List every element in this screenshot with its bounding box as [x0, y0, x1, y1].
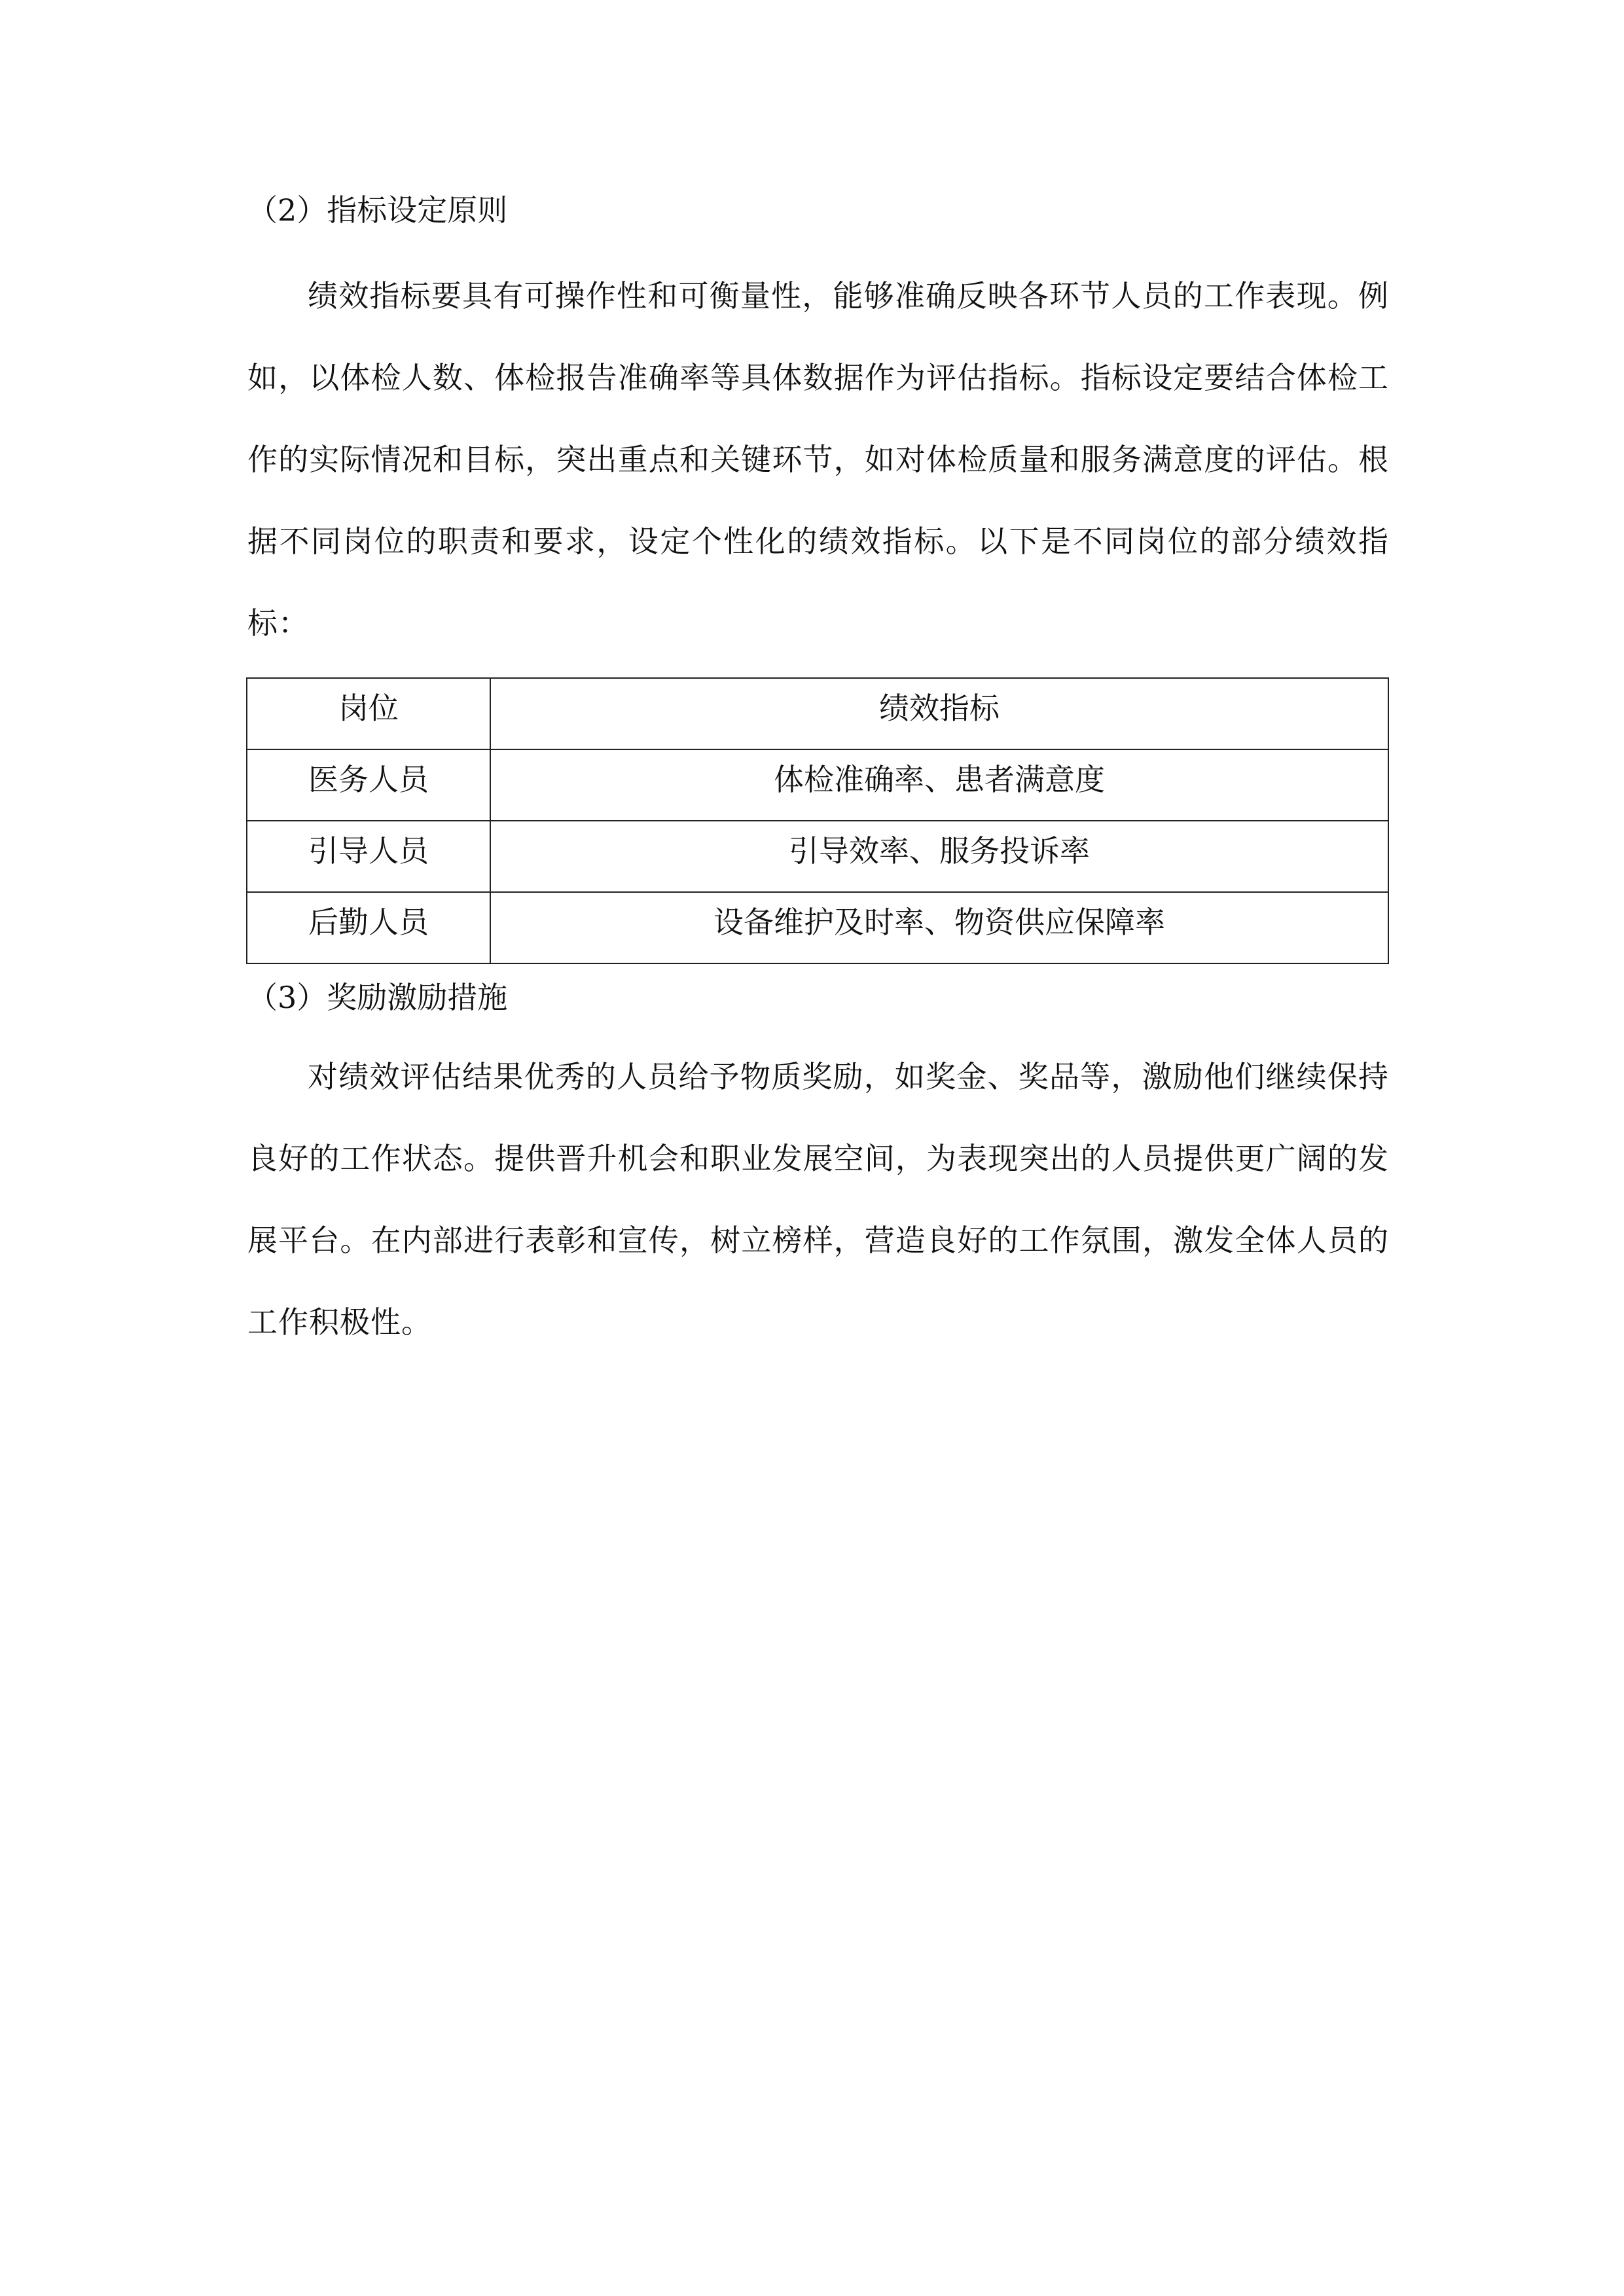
- performance-metrics-table: [246, 677, 1389, 964]
- section-heading-reward-measures: （3）奖励激励措施: [247, 980, 508, 1015]
- table-row: [247, 749, 1388, 821]
- document-content: [247, 190, 1389, 1363]
- header-cell-post: 岗位: [247, 678, 490, 749]
- cell-metrics: 引导效率、服务投诉率: [490, 821, 1388, 892]
- header-cell-metrics: 绩效指标: [490, 678, 1388, 749]
- section-heading-indicator-principles: （2）指标设定原则: [247, 192, 508, 228]
- cell-metrics: 设备维护及时率、物资供应保障率: [490, 892, 1388, 963]
- table-header-row: [247, 678, 1388, 749]
- cell-post: 后勤人员: [247, 892, 490, 963]
- table-row: [247, 821, 1388, 892]
- cell-post: 引导人员: [247, 821, 490, 892]
- table-row: [247, 892, 1388, 963]
- paragraph-reward-measures: 对绩效评估结果优秀的人员给予物质奖励，如奖金、奖品等，激励他们继续保持良好的工作状态。提供晋升机会和职业发展空间，为表现突出的人员提供更广阔的发展平台。在内部进行表彰和宣传，树立榜样，营造良好的工作氛围，激发全体人员的工作积极性。: [247, 1059, 1389, 1340]
- cell-post: 医务人员: [247, 749, 490, 821]
- paragraph-indicator-principles: 绩效指标要具有可操作性和可衡量性，能够准确反映各环节人员的工作表现。例如，以体检人数、体检报告准确率等具体数据作为评估指标。指标设定要结合体检工作的实际情况和目标，突出重点和关键环节，如对体检质量和服务满意度的评估。根据不同岗位的职责和要求，设定个性化的绩效指标。以下是不同岗位的部分绩效指标：: [247, 278, 1389, 641]
- cell-metrics: 体检准确率、患者满意度: [490, 749, 1388, 821]
